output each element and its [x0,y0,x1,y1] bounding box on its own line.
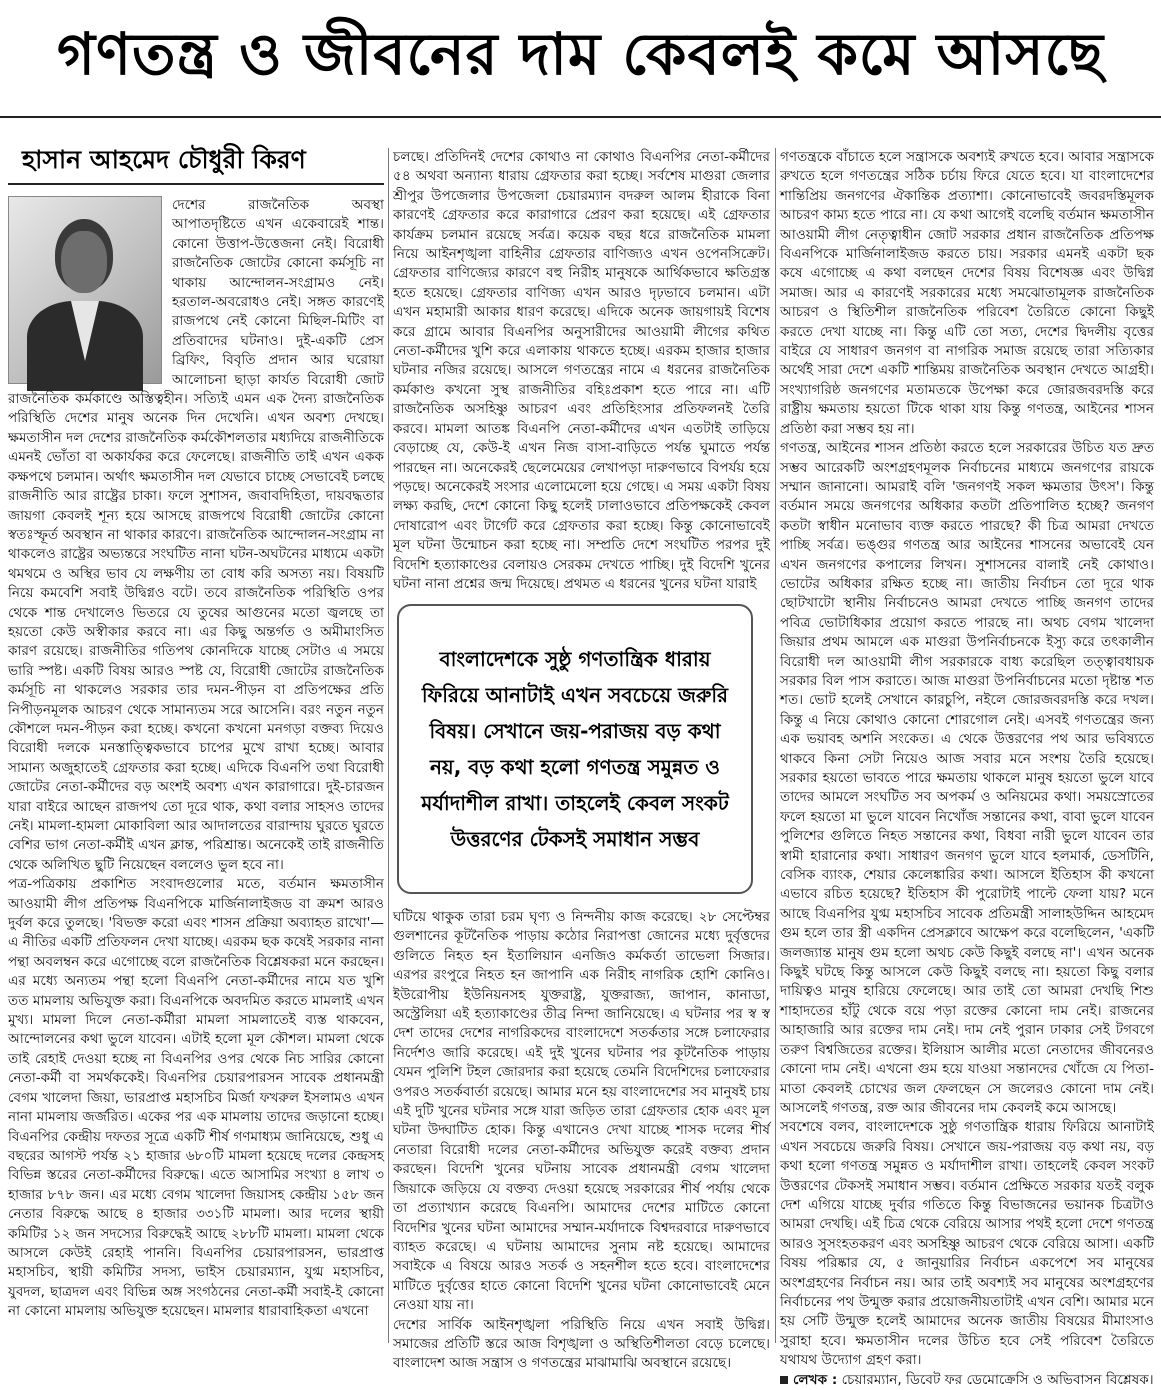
paragraph: চলছে। প্রতিদিনই দেশের কোথাও না কোথাও বিএনপির নেতা-কর্মীদের ৫৪ অথবা অন্যান্য ধারায় গ্রেফতার করা হচ্ছে। সর্বশেষ মাগুরা জেলার শ্রীপুর উপজেলার উপজেলা চেয়ারম্যান বদরুল আলম হীরাকে বিনা কারণেই গ্রেফতার করে কারাগারে প্রেরণ করা হয়েছে। এই গ্রেফতার কার্যক্রম চলমান রয়েছে সর্বত্র। কয়েক বছর ধরে রাজনৈতিক মামলা নিয়ে আইনশৃঙ্খলা বাহিনীর গ্রেফতার বাণিজ্যও এখন ওপেনসিক্রেট। গ্রেফতার বাণিজ্যের কারণে বহু নিরীহ মানুষকে আর্থিকভাবে ক্ষতিগ্রস্ত হতে হয়েছে। গ্রেফতার বাণিজ্য এখন আরও দৃঢ়ভাবে চলমান। এটা এখন মহামারী আকার ধারণ করেছে। এদিকে অনেক জায়গায়ই বিশেষ করে গ্রামে আবার বিএনপির অনুসারীদের আওয়ামী লীগের কথিত নেতা-কর্মীদের খুশি করে এলাকায় থাকতে হচ্ছে। এরকম হাজার হাজার ঘটনার নজির রয়েছে। আসলে গণতন্ত্রের নামে এ ধরনের রাজনৈতিক কর্মকাণ্ড কখনো সুস্থ রাজনীতির বহিঃপ্রকাশ হতে পারে না। এটি রাজনৈতিক অসহিষ্ণু আচরণ এবং প্রতিহিংসার প্রতিফলনই তৈরি করবে। মামলা আতঙ্ক বিএনপি নেতা-কর্মীদের এখন এতটাই তাড়িয়ে বেড়াচ্ছে যে, কেউ-ই এখন নিজ বাসা-বাড়িতে পর্যন্ত ঘুমাতে পর্যন্ত পারছেন না। অনেকেরই ছেলেমেয়ের লেখাপড়া দারুণভাবে বিপর্যয় হয়ে পড়ছে। অনেকেরই সংসার এলোমেলো হয়ে গেছে। এ সময় একটা বিষয় লক্ষ্য করছি, দেশে কোনো কিছু হলেই ঢালাওভাবে প্রতিপক্ষকেই কেবল দোষারোপ এবং টার্গেট করে গ্রেফতার করা হচ্ছে। কিন্তু কোনোভাবেই মূল ঘটনা উন্মোচন করা হচ্ছে না। সম্প্রতি দেশে সংঘটিত পরপর দুই বিদেশি হত্যাকাণ্ডের বেলায়ও সেরকম দেখতে পাচ্ছি। দুই বিদেশি খুনের ঘটনা নানা প্রশ্নের জন্ম দিয়েছে। প্রথমত এ ধরনের খুনের ঘটনা যারাই [393,149,770,592]
paragraph: পত্র-পত্রিকায় প্রকাশিত সংবাদগুলোর মতে, বর্তমান ক্ষমতাসীন আওয়ামী লীগ প্রতিপক্ষ বিএনপিকে মার্জিনালাইজড বা ক্রমশ আরও দুর্বল করে তুলছে। 'বিভক্ত করো এবং শাসন প্রক্রিয়া অব্যাহত রাখো'— এ নীতির একটি প্রতিফলন দেখা যাচ্ছে। এরকম ছক কষেই সরকার নানা পন্থা অবলম্বন করে এগোচ্ছে বলে রাজনৈতিক বিশ্লেষকরা মনে করছেন। এর মধ্যে অন্যতম পন্থা হলো বিএনপি নেতা-কর্মীদের নামে যত খুশি তত মামলায় অভিযুক্ত করা। বিএনপিকে অবদমিত করতে মামলাই এখন মুখ্য। মামলা দিলে নেতা-কর্মীরা মামলা সামলাতেই ব্যস্ত থাকবেন, আন্দোলনের কথা ভুলে যাবেন। এটাই হলো মূল কৌশল। মামলা থেকে তাই রেহাই দেওয়া হচ্ছে না বিএনপির ওপর থেকে নিচ সারির কোনো নেতা-কর্মী বা সমর্থককেই। বিএনপির চেয়ারপারসন সাবেক প্রধানমন্ত্রী বেগম খালেদা জিয়া, ভারপ্রাপ্ত মহাসচিব মির্জা ফখরুল ইসলামও এখন নানা মামলায় জর্জরিত। একের পর এক মামলায় তাদের জড়ানো হচ্ছে। বিএনপির কেন্দ্রীয় দফতর সূত্রে একটি শীর্ষ গণমাধ্যম জানিয়েছে, শুধু এ বছরের আগস্ট পর্যন্ত ২১ হাজার ৬৮০টি মামলা হয়েছে দলের কেন্দ্রসহ বিভিন্ন স্তরের নেতা-কর্মীদের বিরুদ্ধে। এতে আসামির সংখ্যা ৪ লাখ ৩ হাজার ৮৭৮ জন। এর মধ্যে বেগম খালেদা জিয়াসহ কেন্দ্রীয় ১৫৮ জন নেতার বিরুদ্ধে আছে ৪ হাজার ৩৩১টি মামলা। আর দলের স্থায়ী কমিটির ১২ জন সদস্যের বিরুদ্ধেই আছে ২৮৮টি মামলা। মামলা থেকে আসলে কেউই রেহাই পাননি। বিএনপির চেয়ারপারসন, ভারপ্রাপ্ত মহাসচিব, স্থায়ী কমিটির সদস্য, ভাইস চেয়ারম্যান, যুগ্ম মহাসচিব, যুবদল, ছাত্রদল এবং বিভিন্ন অঙ্গ সংগঠনের নেতা-কর্মী সবাই-ই কোনো না কোনো মামলায় অভিযুক্ত হয়েছেন। মামলার ধারাবাহিকতা এখনো [8,876,384,1320]
paragraph: গণতন্ত্রকে বাঁচাতে হলে সন্ত্রাসকে অবশ্যই রুখতে হবে। আবার সন্ত্রাসকে রুখতে হলে গণতন্ত্রের সঠিক চর্চায় ফিরে যেতে হবে। যা বাংলাদেশের শান্তিপ্রিয় জনগণের ঐকান্তিক প্রত্যাশা। কোনোভাবেই জবরদস্তিমূলক আচরণ কাম্য হতে পারে না। যে কথা আগেই বলেছি বর্তমান ক্ষমতাসীন আওয়ামী লীগ নেতৃত্বাধীন জোট সরকার প্রধান রাজনৈতিক প্রতিপক্ষ বিএনপিকে মার্জিনালাইজড করতে চায়। সরকার এমনই একটা ছক কষে এগোচ্ছে এ কথা বলছেন দেশের বিষয় বিশেষজ্ঞ এবং উদ্বিগ্ন সমাজ। আর এ কারণেই সরকারের মধ্যে সমঝোতামূলক রাজনৈতিক আচরণ ও স্থিতিশীল রাজনৈতিক পরিবেশ তৈরিতে কোনো কিছুই করতে দেখা যাচ্ছে না। কিন্তু এটি তো সত্য, দেশের দ্বিদলীয় বৃত্তের বাইরে যে সাধারণ জনগণ বা নাগরিক সমাজ রয়েছে তারা সত্যিকার অর্থেই সারা দেশে একটি শান্তিময় রাজনৈতিক অবস্থান দেখতে আগ্রহী। সংখ্যাগরিষ্ঠ জনগণের মতামতকে উপেক্ষা করে জোরজবরদস্তি করে রাষ্ট্রীয় ক্ষমতায় হয়তো টিকে থাকা যায় কিন্তু গণতন্ত্র, আইনের শাসন প্রতিষ্ঠা করা সম্ভব হয় না। [780,149,1154,437]
square-bullet-icon [780,1376,788,1384]
paragraph: সবশেষে বলব, বাংলাদেশকে সুষ্ঠু গণতান্ত্রিক ধারায় ফিরিয়ে আনাটাই এখন সবচেয়ে জরুরি বিষয়। সেখানে জয়-পরাজয় বড় কথা নয়, বড় কথা হলো গণতন্ত্র সমুন্নত ও মর্যাদাশীল রাখা। তাহলেই কেবল সংকট উত্তরণের টেকসই সমাধান সম্ভব। বর্তমান প্রেক্ষিতে সরকার যতই বলুক দেশ এগিয়ে যাচ্ছে দুর্বার গতিতে কিন্তু বিভাজনের ভয়ানক চিত্রটাও আমরা দেখছি। এই চিত্র থেকে বেরিয়ে আসার পথই হলো দেশে গণতন্ত্র আরও সুসংহতকরণ এবং অসহিষ্ণু আচরণ থেকে বেরিয়ে আসা। একটি বিষয় পরিষ্কার যে, ৫ জানুয়ারির নির্বাচন একপেশে সব মানুষের অংশগ্রহণের নির্বাচন নয়। আর তাই অবশ্যই সব মানুষের অংশগ্রহণের নির্বাচনের পথ উন্মুক্ত করার প্রয়োজনীয়তাটাই এখন বেশি। আমার মনে হয় সেটি উন্মুক্ত হলেই আমাদের অনেক জাতীয় বিষয়ের মীমাংসাও সুরাহা হবে। ক্ষমতাসীন দলের উচিত হবে সেই পরিবেশ তৈরিতে যথাযথ উদ্যোগ গ্রহণ করা। [780,1119,1154,1369]
pull-quote-text: বাংলাদেশকে সুষ্ঠু গণতান্ত্রিক ধারায় ফিরিয়ে আনাটাই এখন সবচেয়ে জরুরি বিষয়। সেখানে জয়-পরাজয় বড় কথা নয়, বড় কথা হলো গণতন্ত্র সমুন্নত ও মর্যাদাশীল রাখা। তাহলেই কেবল সংকট উত্তরণের টেকসই সমাধান সম্ভব [421,647,729,851]
paragraph: গণতন্ত্র, আইনের শাসন প্রতিষ্ঠা করতে হলে সরকারের উচিত যত দ্রুত সম্ভব আরেকটি অংশগ্রহণমূলক নির্বাচনের মাধ্যমে জনগণের রায়কে সম্মান জানানো। আমরাই বলি 'জনগণই সকল ক্ষমতার উৎস'। কিন্তু বর্তমান সময়ে জনগণের অধিকার কতটা প্রতিপালিত হচ্ছে? জনগণ কতটা স্বাধীন মনোভাব ব্যক্ত করতে পারছে? কী চিত্র আমরা দেখতে পাচ্ছি সর্বত্র। ভঙ্গুর গণতন্ত্র আর আইনের শাসনের অভাবেই যেন এখন জনগণের কপালের লিখন। সুশাসনের বালাই নেই কোথাও। ভোটের অধিকার রক্ষিত হচ্ছে না। জাতীয় নির্বাচন তো দূরে থাক ছোটখাটো স্থানীয় নির্বাচনেও আমরা দেখতে পাচ্ছি জনগণ তাদের পবিত্র ভোটাধিকার প্রয়োগ করতে পারছে না। অথচ বেগম খালেদা জিয়ার প্রথম আমলে এক মাগুরা উপনির্বাচনকে ইস্যু করে তৎকালীন বিরোধী দল আওয়ামী লীগ সরকারকে বাধ্য করেছিল তত্ত্বাবধায়ক সরকার বিল পাস করাতে। আজ মাগুরা উপনির্বাচনের মতো দৃষ্টান্ত শত শত। ভোট হলেই সেখানে কারচুপি, নইলে জোরজবরদস্তি করে দখল। কিন্তু এ নিয়ে কোথাও কোনো শোরগোল নেই। এসবই গণতন্ত্রের জন্য এক ভয়াবহ অশনি সংকেত। এ থেকে উত্তরণের পথ আর ভবিষ্যতে থাকবে কিনা সেটা নিয়েও আজ সবার মনে সংশয় তৈরি হয়েছে। সরকার হয়তো ভাবতে পারে ক্ষমতায় থাকলে মানুষ হয়তো ভুলে যাবে তাদের আমলে সংঘটিত সব অপকর্ম ও অনিয়মের কথা। সময়স্রোতের ফলে হয়তো মা ভুলে যাবেন নিখোঁজ সন্তানের কথা, বাবা ভুলে যাবেন পুলিশের গুলিতে নিহত সন্তানের কথা, বিধবা নারী ভুলে যাবেন তার স্বামী হারানোর কথা। সাধারণ জনগণ ভুলে যাবে হলমার্ক, ডেসটিনি, বেসিক ব্যাংক, শেয়ার কেলেঙ্কারির কথা। আসলে ইতিহাস কী কখনো এভাবে রচিত হয়েছে? ইতিহাস কী পুরোটাই পাল্টে ফেলা যায়? মনে আছে বিএনপির যুগ্ম মহাসচিব সাবেক প্রতিমন্ত্রী সালাহউদ্দিন আহমেদ গুম হলে তার স্ত্রী একদিন প্রেসক্লাবে আক্ষেপ করে বলেছিলেন, 'একটি জলজ্যান্ত মানুষ গুম হলো অথচ কেউ কিছুই বলছে না'। এখন অনেক কিছুই ঘটছে কিন্তু আসলে কেউ কিছুই বলছে না। হয়তো কিছু বলার দায়িত্বও মানুষ হারিয়ে ফেলেছে। আর তাই তো আমরা দেখছি শিশু শাহাদতের হাঁটু থেকে বয়ে পড়া রক্তের কোনো দাম নেই। রাজনের আহাজারি আর রক্তের দাম নেই। দাম নেই পুরান ঢাকার সেই টগবগে তরুণ বিশ্বজিতের রক্তের। ইলিয়াস আলীর মতো নেতাদের জীবনেরও কোনো দাম নেই। এখনো গুম হয়ে যাওয়া সন্তানদের খোঁজে যে পিতা-মাতা কেবলই চোখের জল ফেলছেন সে জলেরও কোনো দাম নেই। আসলেই গণতন্ত্র, রক্ত আর জীবনের দাম কেবলই কমে আসছে। [780,440,1154,1116]
article-column-2-top [393,148,770,603]
pull-quote [397,604,753,894]
article-column-1 [8,196,384,1341]
author-note-label: লেখক : [793,1371,838,1388]
article-column-3 [780,148,1154,1388]
column-divider [775,148,776,1343]
author-note [780,1371,1154,1390]
byline: হাসান আহমেদ চৌধুরী কিরণ [22,145,306,174]
paragraph: দেশের সার্বিক আইনশৃঙ্খলা পরিস্থিতি নিয়ে এখন সবাই উদ্বিগ্ন। সমাজের প্রতিটি স্তরে আজ বিশৃঙ্খলা ও অস্থিতিশীলতা বেড়ে চলেছে। বাংলাদেশ আজ সন্ত্রাস ও গণতন্ত্রের মাঝামাঝি অবস্থানে রয়েছে। [393,1316,770,1372]
headline: গণতন্ত্র ও জীবনের দাম কেবলই কমে আসছে [0,0,1161,118]
column-divider [388,148,389,1343]
byline-rule [8,183,384,185]
paragraph: ঘটিয়ে থাকুক তারা চরম ঘৃণ্য ও নিন্দনীয় কাজ করেছে। ২৮ সেপ্টেম্বর গুলশানের কূটনৈতিক পাড়ায় কঠোর নিরাপত্তা জোনের মধ্যে দুর্বৃত্তদের গুলিতে নিহত হন ইতালিয়ান এনজিও কর্মকর্তা তাভেলা সিজার। এরপর রংপুরে নিহত হন জাপানি এক নিরীহ নাগরিক হোশি কোনিও। ইউরোপীয় ইউনিয়নসহ যুক্তরাষ্ট্র, যুক্তরাজ্য, জাপান, কানাডা, অস্ট্রেলিয়া এই হত্যাকাণ্ডের তীব্র নিন্দা জানিয়েছে। এ ঘটনার পর স্ব স্ব দেশ তাদের দেশের নাগরিকদের বাংলাদেশে সতর্কতার সঙ্গে চলাফেরার নির্দেশও জারি করেছে। এই দুই খুনের ঘটনার পর কূটনৈতিক পাড়ায় যেমন পুলিশি টহল জোরদার করা হয়েছে তেমনি বিদেশিদের চলাফেরার ওপরও সতর্কবার্তা রয়েছে। আমার মনে হয় বাংলাদেশের সব মানুষই চায় এই দুটি খুনের ঘটনার সঙ্গে যারা জড়িত তারা গ্রেফতার হোক এবং মূল ঘটনা উদ্ঘাটিত হোক। কিন্তু এখানেও দেখা যাচ্ছে শাসক দলের শীর্ষ নেতারা বিরোধী দলের নেতা-কর্মীদের অভিযুক্ত করেই বক্তব্য প্রদান করছেন। বিদেশি খুনের ঘটনায় সাবেক প্রধানমন্ত্রী বেগম খালেদা জিয়াকে জড়িয়ে যে বক্তব্য দেওয়া হয়েছে সরকারের শীর্ষ পর্যায় থেকে তা প্রত্যাখ্যান করেছে বিএনপি। আমাদের দেশের মাটিতে কোনো বিদেশির খুনের ঘটনা আমাদের সম্মান-মর্যাদাকে বিশ্বদরবারে দারুণভাবে ব্যাহত করেছে। এ ঘটনায় আমাদের সুনাম নষ্ট হয়েছে। আমাদের সবাইকে এ বিষয়ে আরও সতর্ক ও সহনশীল হতে হবে। বাংলাদেশের মাটিতে দুর্বৃত্তের হাতে কোনো বিদেশি খুনের ঘটনা কোনোভাবেই মেনে নেওয়া যায় না। [393,909,770,1314]
paragraph: দেশের রাজনৈতিক অবস্থা আপাতদৃষ্টিতে এখন একেবারেই শান্ত। কোনো উত্তাপ-উত্তেজনা নেই। বিরোধী রাজনৈতিক জোটের কোনো কর্মসূচি না থাকায় আন্দোলন-সংগ্রামও নেই। হরতাল-অবরোধও নেই। সঙ্গত কারণেই রাজপথে নেই কোনো মিছিল-মিটিং বা প্রতিবাদের ঘটনাও। দুই-একটি প্রেস ব্রিফিং, বিবৃতি প্রদান আর ঘরোয়া আলোচনা ছাড়া কার্যত বিরোধী জোট রাজনৈতিক কর্মকাণ্ডে অস্তিত্বহীন। সত্যিই এমন এক দৈন্য রাজনৈতিক পরিস্থিতি দেশের মানুষ অনেক দিন দেখেনি। এখন অবশ্য দেখছে। ক্ষমতাসীন দল দেশের রাজনৈতিক কর্মকৌশলতার মধ্যদিয়ে রাজনীতিকে এমনই ভোঁতা বা অকার্যকর করে ফেলেছে। রাজনীতি তাই এখন একক কক্ষপথে চলমান। অর্থাৎ ক্ষমতাসীন দল যেভাবে চাচ্ছে সেভাবেই চলছে রাজনীতি আর রাষ্ট্রের চাকা। ফলে সুশাসন, জবাবদিহিতা, দায়বদ্ধতার জায়গা কেবলই শূন্য হয়ে আসছে রাজপথে বিরোধী জোটের কোনো স্বতঃস্ফূর্ত অবস্থান না থাকার কারণে। রাজনৈতিক আন্দোলন-সংগ্রাম না থাকলেও রাষ্ট্রের অভ্যন্তরে সংঘটিত নানা ঘটন-অঘটনের মাধ্যমে একটা থমথমে ও অস্থির ভাব যে লক্ষণীয় তা বোধ করি অসত্য নয়। বিষয়টি নিয়ে কমবেশি সবাই উদ্বিগ্নও বটে। তবে রাজনৈতিক পরিস্থিতি ওপর থেকে শান্ত দেখালেও ভিতরে যে তুষের আগুনের মতো জ্বলছে তা হয়তো কেউ অস্বীকার করবে না। এর কিছু অন্তর্গত ও অমীমাংসিত কারণ রয়েছে। রাজনীতির গতিপথ কোনদিকে যাচ্ছে সেটাও এ সময়ে ভারি স্পষ্ট। একটি বিষয় আরও স্পষ্ট যে, বিরোধী জোটের রাজনৈতিক কর্মসূচি না থাকলেও সরকার তার দমন-পীড়ন বা প্রতিপক্ষের প্রতি নিপীড়নমূলক আচরণ থেকে সামান্যতম সরে আসেনি। বরং নতুন নতুন কৌশলে দমন-পীড়ন করা হচ্ছে। কখনো কখনো মনগড়া বক্তব্য দিয়েও বিরোধী দলকে মনস্তাত্ত্বিকভাবে চাপের মুখে রাখা হচ্ছে। আবার সামান্য অজুহাতেই গ্রেফতার করা হচ্ছে। এদিকে বিএনপি তথা বিরোধী জোটের নেতা-কর্মীদের বড় অংশই অবশ্য এখন কারাগারে। দুই-চারজন যারা বাইরে আছেন রাজপথ তো দূরে থাক, কথা বলার সাহসও তাদের নেই। মামলা-হামলা মোকাবিলা আর আদালতের বারান্দায় ঘুরতে ঘুরতে বেশির ভাগ নেতা-কর্মীই এখন ক্লান্ত, পরিশ্রান্ত। অনেকেই তাই রাজনীতি থেকে অলিখিত ছুটি নিয়েছেন বললেও ভুল হবে না। [8,197,384,873]
author-photo [8,196,162,384]
author-note-text: চেয়ারম্যান, ডিবেট ফর ডেমোক্রেসি ও অভিবাসন বিশ্লেষক। [841,1371,1154,1388]
article-column-2-bottom [393,908,770,1372]
